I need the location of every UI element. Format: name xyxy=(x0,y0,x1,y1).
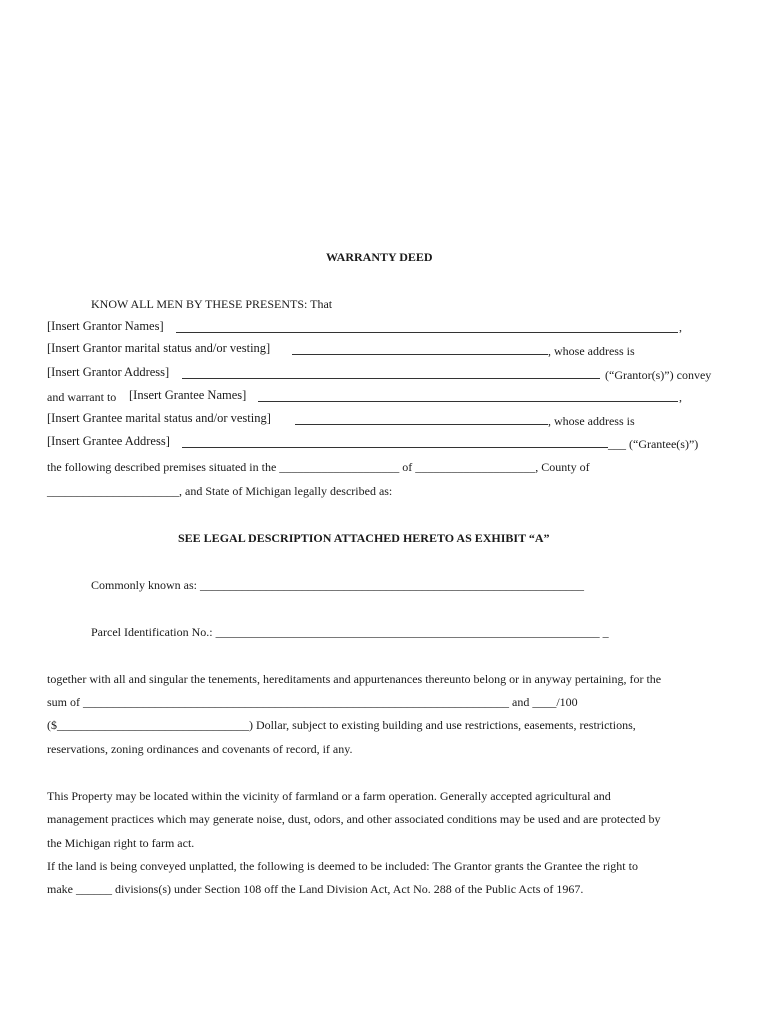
grantee-marital-underline xyxy=(295,424,548,425)
unplatted-line-2: make ______ divisions(s) under Section 108 off the Land Division Act, Act No. 288 of the Public Acts of 1967. xyxy=(47,882,584,896)
grantor-marital-underline xyxy=(292,354,548,355)
exhibit-heading: SEE LEGAL DESCRIPTION ATTACHED HERETO AS EXHIBIT “A” xyxy=(178,531,550,545)
grantee-names-field[interactable]: [Insert Grantee Names] xyxy=(129,388,247,402)
farm-line-3: the Michigan right to farm act. xyxy=(47,836,195,850)
grantor-names-field[interactable]: [Insert Grantor Names] xyxy=(47,319,164,333)
grantee-names-underline xyxy=(258,401,678,402)
commonly-known-line: Commonly known as: ________________________________________________________________ xyxy=(91,578,585,592)
reservations-line: reservations, zoning ordinances and covenants of record, if any. xyxy=(47,742,353,756)
grantee-address-underline xyxy=(182,447,608,448)
sum-line: sum of _______________________________________________________________________ and ____/100 xyxy=(47,695,578,709)
unplatted-line-1: If the land is being conveyed unplatted, the following is deemed to be included: The Grantor grants the Grantee the right to xyxy=(47,859,638,873)
grantor-names-underline xyxy=(176,332,678,333)
grantor-address-underline xyxy=(182,378,600,379)
together-line: together with all and singular the tenements, hereditaments and appurtenances thereunto belong or in anyway pertaining, for the xyxy=(47,672,662,686)
grantee-names-comma: , xyxy=(679,390,682,404)
grantor-whose-address: , whose address is xyxy=(548,344,635,358)
and-warrant-to-text: and warrant to xyxy=(47,390,117,404)
grantor-names-comma: , xyxy=(679,320,682,334)
dollar-line: ($________________________________) Dollar, subject to existing building and use restrictions, easements, restrictions, xyxy=(47,718,636,732)
document-title: WARRANTY DEED xyxy=(326,250,433,264)
grantor-convey-text: (“Grantor(s)”) convey xyxy=(605,368,712,382)
grantee-marital-field[interactable]: [Insert Grantee marital status and/or vesting] xyxy=(47,411,271,425)
state-line: ______________________, and State of Michigan legally described as: xyxy=(47,484,393,498)
intro-text: KNOW ALL MEN BY THESE PRESENTS: That xyxy=(91,297,333,311)
farm-line-2: management practices which may generate noise, dust, odors, and other associated conditions may be used and are protected by xyxy=(47,812,661,826)
farm-line-1: This Property may be located within the vicinity of farmland or a farm operation. Generally accepted agricultural and xyxy=(47,789,611,803)
grantee-suffix-text: ___ (“Grantee(s)”) xyxy=(608,437,699,451)
parcel-id-line: Parcel Identification No.: ________________________________________________________________ _ xyxy=(91,625,609,639)
premises-line: the following described premises situated in the ____________________ of ____________________, County of xyxy=(47,460,590,474)
grantor-marital-field[interactable]: [Insert Grantor marital status and/or vesting] xyxy=(47,341,271,355)
grantor-address-field[interactable]: [Insert Grantor Address] xyxy=(47,365,170,379)
grantee-address-field[interactable]: [Insert Grantee Address] xyxy=(47,434,170,448)
grantee-whose-address: , whose address is xyxy=(548,414,635,428)
